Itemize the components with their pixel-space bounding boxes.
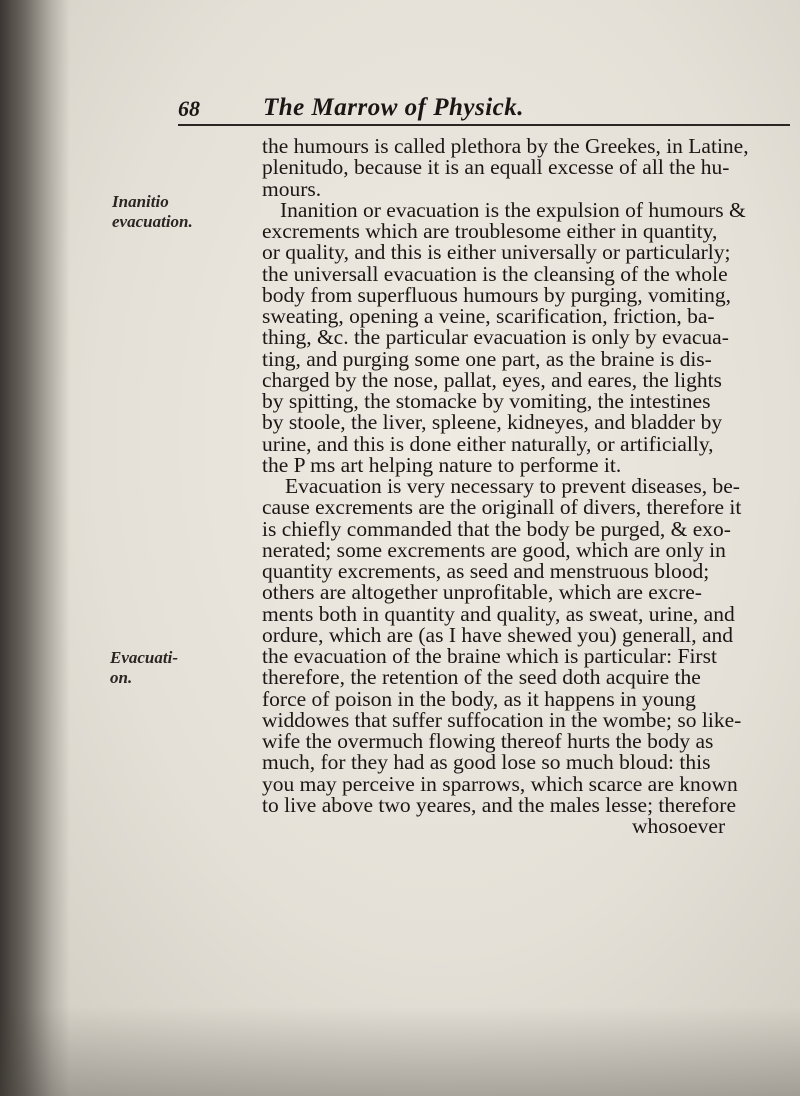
text-line: charged by the nose, pallat, eyes, and eares, the lights <box>262 367 722 392</box>
text-line: therefore, the retention of the seed doth acquire the <box>262 665 701 690</box>
text-line: nerated; some excrements are good, which are only in <box>262 537 726 562</box>
text-line: or quality, and this is either universally or particularly; <box>262 240 731 265</box>
text-line: sweating, opening a veine, scarification, friction, ba- <box>262 304 715 328</box>
text-line: mours. <box>262 176 322 201</box>
text-line: whosoever <box>632 814 726 838</box>
margin-note-line: on. <box>110 668 133 687</box>
binding-gutter <box>0 0 70 1096</box>
running-title: The Marrow of Physick. <box>263 94 524 121</box>
text-line: force of poison in the body, as it happens in young <box>262 686 696 711</box>
page-shadow <box>0 1006 800 1096</box>
text-line: excrements which are troublesome either in quantity, <box>262 219 718 243</box>
margin-note-evacuation <box>110 648 178 688</box>
text-line: the humours is called plethora by the Greekes, in Latine, <box>262 134 749 158</box>
text-line: is chiefly commanded that the body be purged, & exo- <box>262 516 731 541</box>
text-line: ments both in quantity and quality, as sweat, urine, and <box>262 601 735 626</box>
text-line: Inanition or evacuation is the expulsion of humours & <box>280 197 746 222</box>
text-line: the evacuation of the braine which is particular: First <box>262 644 717 668</box>
text-line: others are altogether unprofitable, which are excre- <box>262 580 702 605</box>
text-line: Evacuation is very necessary to prevent diseases, be- <box>285 474 740 498</box>
text-line: widdowes that suffer suffocation in the wombe; so like- <box>262 707 742 732</box>
text-line: quantity excrements, as seed and menstruous blood; <box>262 559 710 583</box>
text-line: wife the overmuch flowing thereof hurts the body as <box>262 729 714 753</box>
text-line: by stoole, the liver, spleene, kidneyes, and bladder by <box>262 410 723 435</box>
text-line: the P ms art helping nature to performe it. <box>262 452 622 477</box>
margin-note-inanition <box>112 192 193 232</box>
margin-note-line: evacuation. <box>112 212 193 231</box>
text-line: the universall evacuation is the cleansing of the whole <box>262 261 728 286</box>
text-line: by spitting, the stomacke by vomiting, the intestines <box>262 389 711 413</box>
page-header <box>178 94 790 126</box>
text-line: to live above two yeares, and the males lesse; therefore <box>262 792 737 817</box>
margin-note-line: Evacuati- <box>110 648 178 667</box>
text-line: you may perceive in sparrows, which scarce are known <box>262 771 738 796</box>
text-line: plenitudo, because it is an equall excesse of all the hu- <box>262 155 730 180</box>
text-line: body from superfluous humours by purging, vomiting, <box>262 282 732 307</box>
text-line: much, for they had as good lose so much bloud: this <box>262 750 711 775</box>
text-line: ting, and purging some one part, as the braine is dis- <box>262 346 712 371</box>
text-line: cause excrements are the originall of divers, therefore it <box>262 495 742 520</box>
text-line: urine, and this is done either naturally, or artificially, <box>262 431 714 456</box>
text-line: ordure, which are (as I have shewed you) generall, and <box>262 622 734 647</box>
text-line: thing, &c. the particular evacuation is only by evacua- <box>262 325 729 350</box>
margin-note-line: Inanitio <box>112 192 169 211</box>
page-number: 68 <box>178 96 200 121</box>
